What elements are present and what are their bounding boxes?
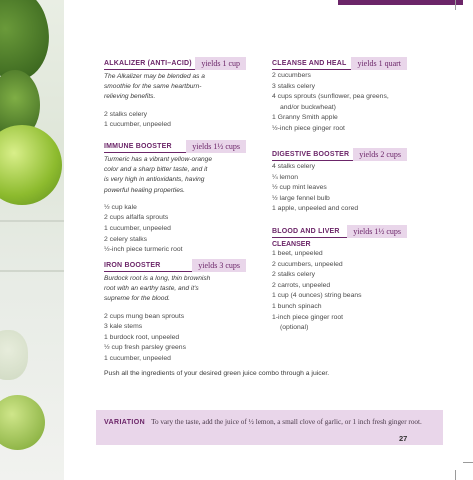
ingredient-list (104, 312, 246, 365)
recipe-title-continued: CLEANSER (272, 241, 311, 248)
recipe-header-cleanse (272, 52, 407, 70)
yield-badge: yields 1½ cups (186, 140, 246, 153)
instruction-text: Push all the ingredients of your desired green juice combo through a juicer. (104, 370, 330, 377)
ingredient-list (104, 110, 246, 131)
desc-line: root with an earthy taste, and it's (104, 285, 199, 293)
wood-plank-line (0, 220, 64, 222)
ingredient: 1 bunch spinach (272, 302, 322, 310)
desc-line: Turmeric has a vibrant yellow-orange (104, 156, 212, 163)
yield-badge: yields 2 cups (353, 148, 407, 161)
crop-mark (455, 0, 456, 10)
page-number: 27 (399, 434, 408, 443)
crop-mark (463, 462, 473, 463)
ingredient: 2 cups alfalfa sprouts (104, 214, 169, 222)
variation-label: VARIATION (104, 419, 146, 426)
ingredient: 1 beet, unpeeled (272, 250, 323, 257)
food-photo (0, 0, 64, 480)
ingredient-list (104, 203, 246, 256)
recipe-title: IMMUNE BOOSTER (104, 143, 172, 150)
recipe-description (104, 155, 246, 196)
left-column-immune (104, 135, 246, 256)
juice-glass-image (0, 330, 28, 380)
green-apple-image (0, 395, 45, 450)
ingredient: 2 cups mung bean sprouts (104, 312, 185, 320)
ingredient: 2 cucumbers (272, 72, 311, 79)
ingredient: 1 burdock root, unpeeled (104, 333, 180, 341)
desc-line: supreme for the blood. (104, 295, 170, 303)
desc-line: powerful healing properties. (104, 186, 186, 194)
left-column-iron (104, 254, 246, 365)
ingredient-list (272, 249, 407, 334)
ingredient-list (272, 71, 407, 135)
ingredient: ½ cup kale (104, 203, 137, 211)
ingredient: 2 carrots, unpeeled (272, 281, 331, 289)
yield-badge: yields 1½ cups (347, 225, 407, 238)
desc-line: The Alkalizer may be blended as a (104, 73, 205, 80)
yield-badge: yields 1 quart (351, 57, 407, 70)
desc-line: smoothie for the same heartburn- (104, 83, 202, 91)
ingredient: 2 stalks celery (104, 110, 148, 118)
ingredient: 2 celery stalks (104, 235, 148, 243)
variation-text: To vary the taste, add the juice of ½ lemon, a small clove of garlic, or 1 inch fresh ginger root. (151, 418, 422, 426)
ingredient: and/or buckwheat) (280, 103, 336, 111)
ingredient: 4 stalks celery (272, 163, 316, 170)
recipe-header-digestive (272, 143, 407, 161)
recipe-title: IRON BOOSTER (104, 262, 161, 269)
recipe-header-blood (272, 220, 407, 238)
right-column-digestive (272, 143, 407, 215)
green-apple-image (0, 125, 62, 205)
ingredient: 1 cucumber, unpeeled (104, 225, 171, 232)
variation-box (96, 410, 443, 445)
ingredient: 3 stalks celery (272, 82, 316, 90)
top-accent-bar (338, 0, 463, 5)
ingredient: (optional) (280, 324, 309, 332)
ingredient: 1 apple, unpeeled and cored (272, 205, 359, 213)
desc-line: Burdock root is a long, thin brownish (104, 275, 211, 282)
ingredient: ¼ lemon (272, 173, 299, 181)
right-column-blood (272, 220, 407, 334)
desc-line: is very high in antioxidants, having (104, 176, 205, 184)
crop-mark (455, 470, 456, 480)
recipe-title: ALKALIZER (ANTI–ACID) (104, 60, 192, 67)
wood-plank-line (0, 270, 64, 272)
ingredient: ½ cup mint leaves (272, 184, 327, 192)
ingredient: 2 cucumbers, unpeeled (272, 260, 343, 268)
ingredient: ½ cup fresh parsley greens (104, 344, 186, 352)
recipe-header-iron (104, 254, 246, 272)
yield-badge: yields 1 cup (195, 57, 246, 70)
recipe-description (104, 72, 246, 103)
recipe-description (104, 274, 246, 305)
recipe-title: DIGESTIVE BOOSTER (272, 151, 350, 158)
recipe-header-immune (104, 135, 246, 153)
ingredient: 1-inch piece ginger root (272, 313, 344, 321)
ingredient: 1 Granny Smith apple (272, 114, 338, 122)
ingredient: ½ large fennel bulb (272, 194, 330, 202)
ingredient: 1 cucumber, unpeeled (104, 354, 171, 362)
recipe-title: CLEANSE AND HEAL (272, 60, 347, 67)
recipe-header-alkalizer (104, 52, 246, 70)
ingredient: 3 kale stems (104, 323, 143, 331)
ingredient: ½-inch piece ginger root (272, 124, 345, 132)
desc-line: relieving benefits. (104, 93, 156, 101)
ingredient: 1 cucumber, unpeeled (104, 121, 171, 129)
desc-line: color and a sharp bitter taste, and it (104, 166, 208, 174)
recipe-title: BLOOD AND LIVER (272, 228, 340, 235)
yield-badge: yields 3 cups (192, 259, 246, 272)
right-column-cleanse (272, 52, 407, 135)
ingredient: 4 cups sprouts (sunflower, pea greens, (272, 93, 389, 101)
ingredient: ½-inch piece turmeric root (104, 246, 183, 254)
ingredient: 2 stalks celery (272, 271, 316, 279)
ingredient-list (272, 162, 407, 215)
ingredient: 1 cup (4 ounces) string beans (272, 292, 362, 300)
left-column (104, 52, 246, 131)
